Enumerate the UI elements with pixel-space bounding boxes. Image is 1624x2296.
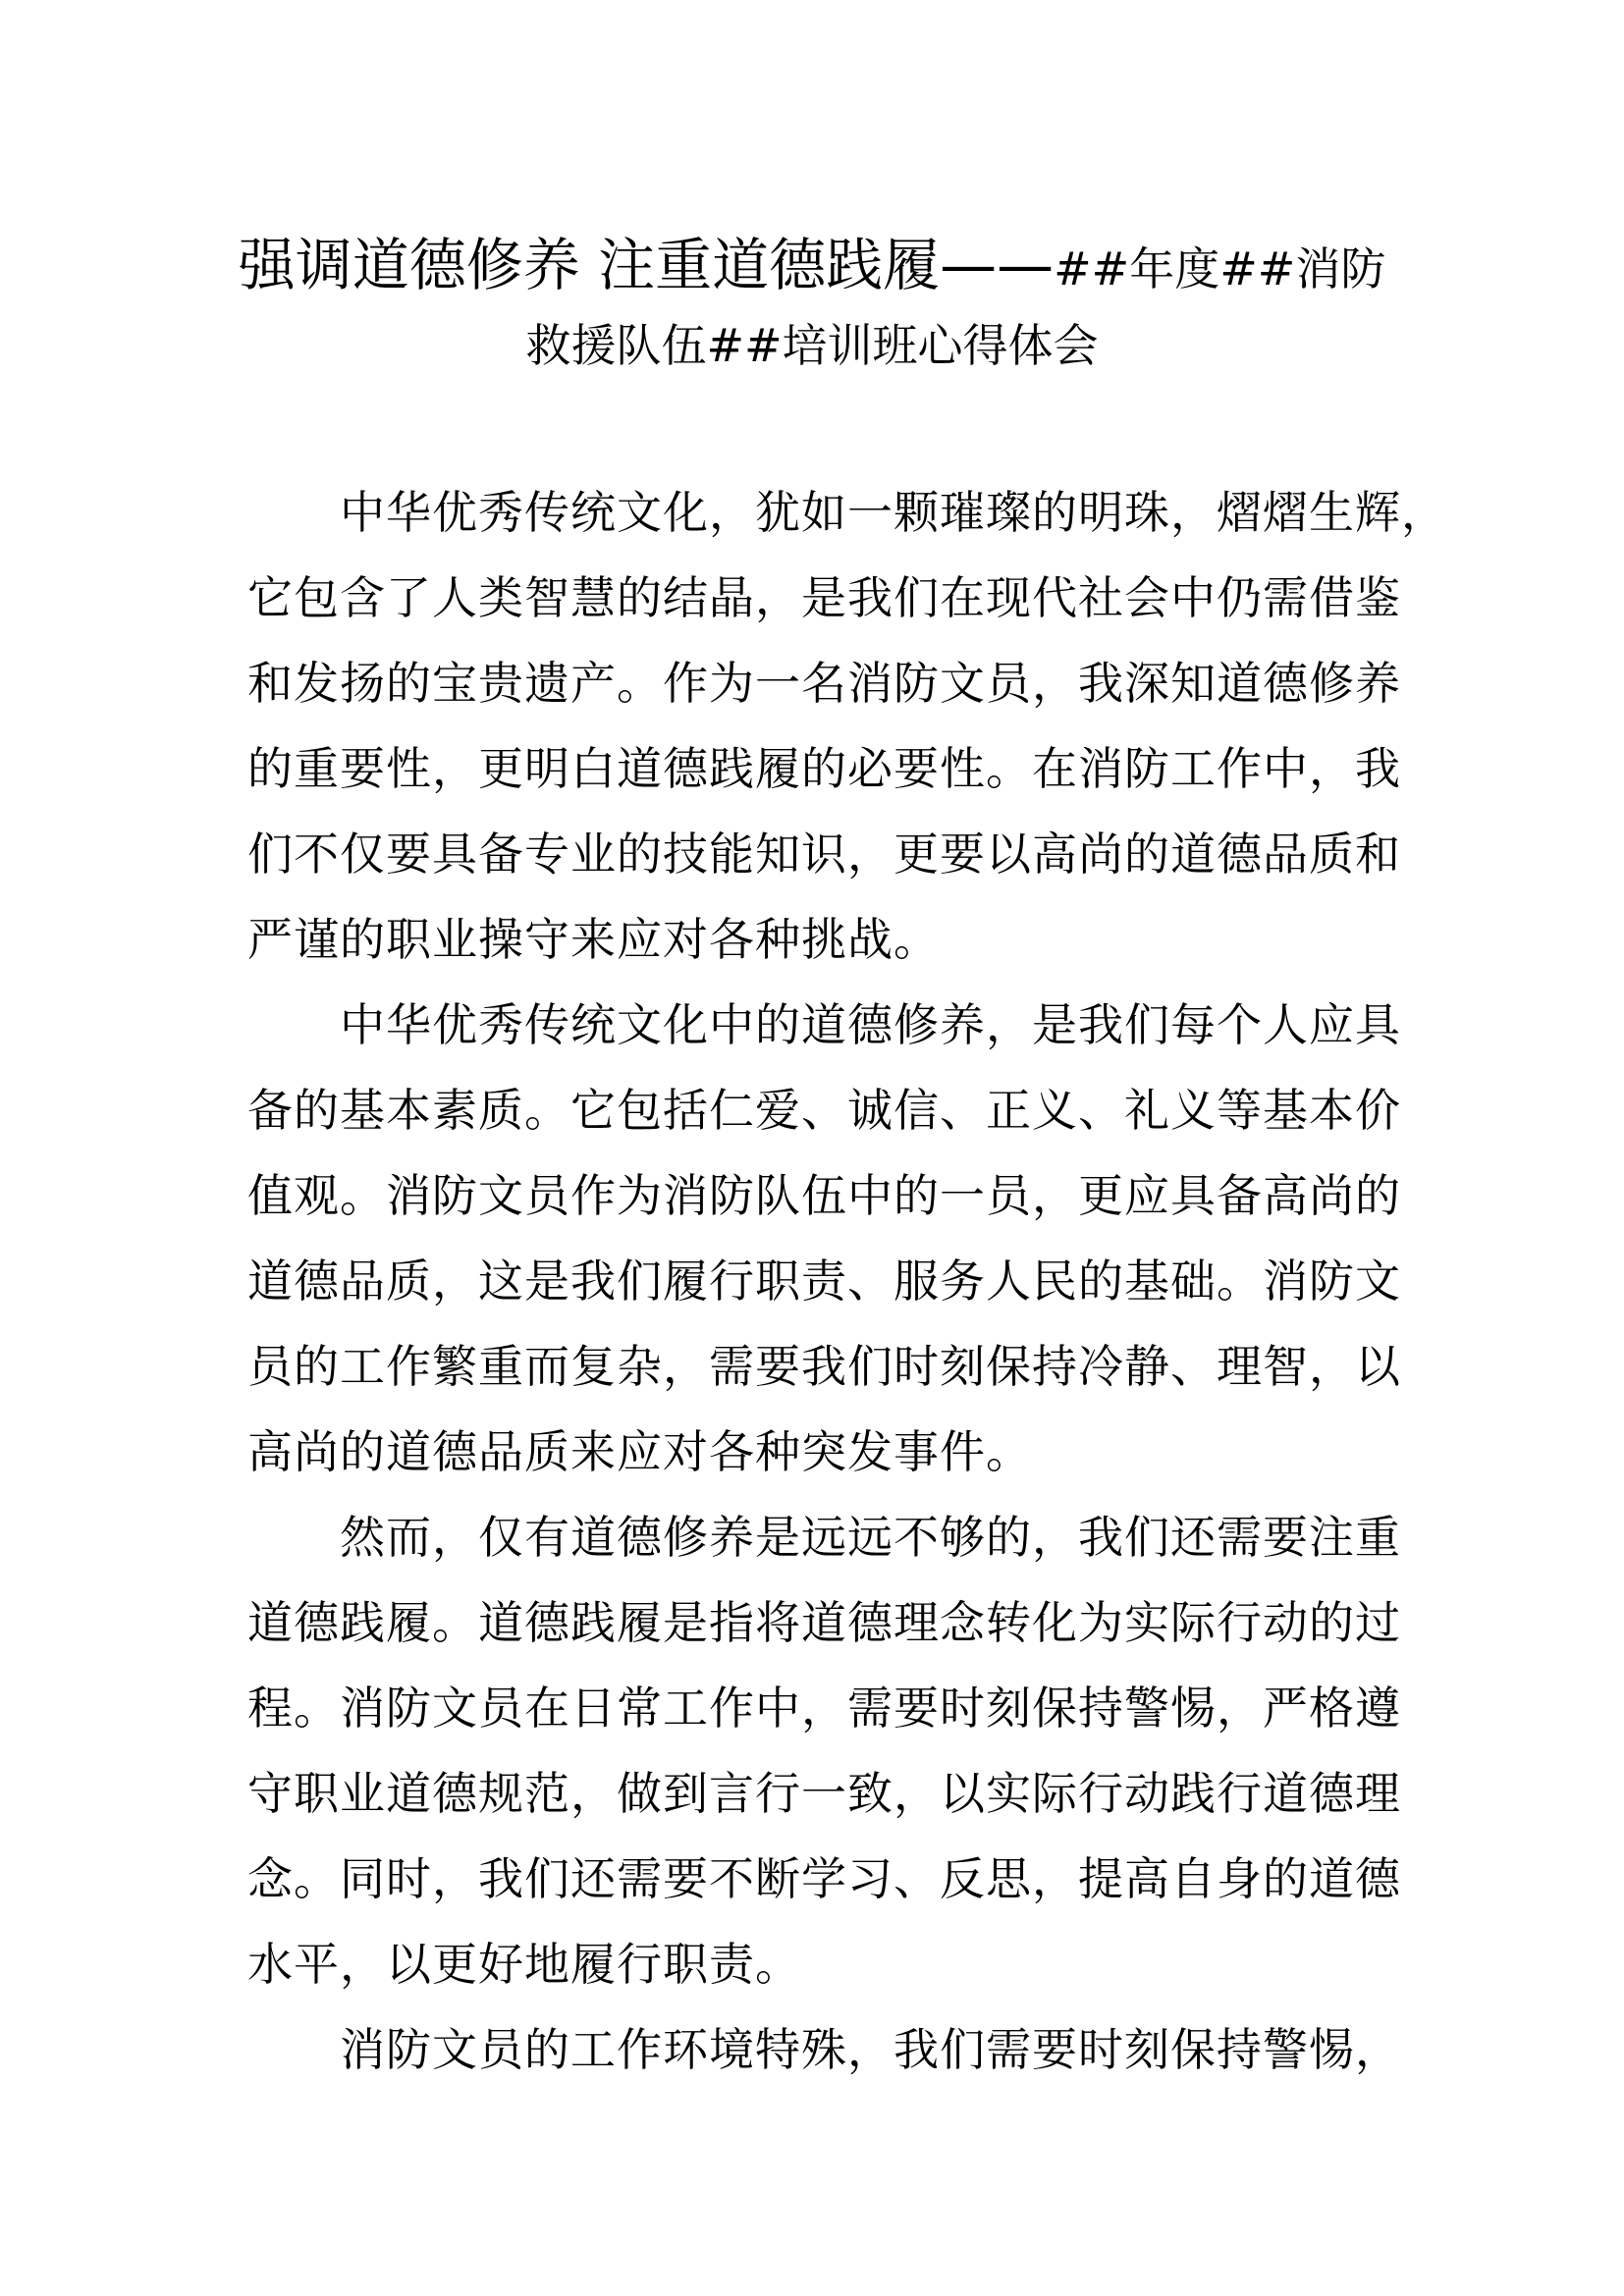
- text-line: 的重要性，更明白道德践履的必要性。在消防工作中，我: [247, 742, 1401, 795]
- document-title-line-2: 救援队伍##培训班心得体会: [525, 319, 1099, 372]
- text-line: 高尚的道德品质来应对各种突发事件。: [247, 1425, 1032, 1478]
- text-line: 守职业道德规范，做到言行一致，以实际行动践行道德理: [247, 1767, 1401, 1820]
- text-line: 念。同时，我们还需要不断学习、反思，提高自身的道德: [247, 1852, 1401, 1905]
- text-line: 水平，以更好地履行职责。: [247, 1938, 801, 1991]
- text-line: 和发扬的宝贵遗产。作为一名消防文员，我深知道德修养: [247, 657, 1401, 710]
- text-line: 然而，仅有道德修养是远远不够的，我们还需要注重: [340, 1511, 1401, 1564]
- text-line: 它包含了人类智慧的结晶，是我们在现代社会中仍需借鉴: [247, 571, 1401, 624]
- text-line: 中华优秀传统文化中的道德修养，是我们每个人应具: [340, 998, 1401, 1051]
- paragraph: [247, 1495, 1401, 2007]
- text-line: 消防文员的工作环境特殊，我们需要时刻保持警惕，: [340, 2023, 1401, 2076]
- document-title-line-1: [0, 221, 1624, 309]
- text-line: 道德践履。道德践履是指将道德理念转化为实际行动的过: [247, 1596, 1401, 1649]
- title-main: 强调道德修养 注重道德践履——: [238, 232, 1055, 298]
- paragraph: [247, 470, 1447, 983]
- text-line: 中华优秀传统文化，犹如一颗璀璨的明珠，熠熠生辉，: [340, 486, 1447, 539]
- text-line: 备的基本素质。它包括仁爱、诚信、正义、礼义等基本价: [247, 1084, 1401, 1137]
- text-line: 严谨的职业操守来应对各种挑战。: [247, 913, 940, 966]
- text-line: 道德品质，这是我们履行职责、服务人民的基础。消防文: [247, 1255, 1401, 1308]
- text-line: 值观。消防文员作为消防队伍中的一员，更应具备高尚的: [247, 1169, 1401, 1222]
- text-line: 们不仅要具备专业的技能知识，更要以高尚的道德品质和: [247, 828, 1401, 881]
- document-body: [247, 470, 1447, 2093]
- paragraph: [247, 983, 1401, 1495]
- text-line: 程。消防文员在日常工作中，需要时刻保持警惕，严格遵: [247, 1682, 1401, 1735]
- title-subtitle-start: ##年度##消防: [1054, 242, 1386, 295]
- paragraph: [247, 2007, 1401, 2093]
- text-line: 员的工作繁重而复杂，需要我们时刻保持冷静、理智，以: [247, 1340, 1401, 1393]
